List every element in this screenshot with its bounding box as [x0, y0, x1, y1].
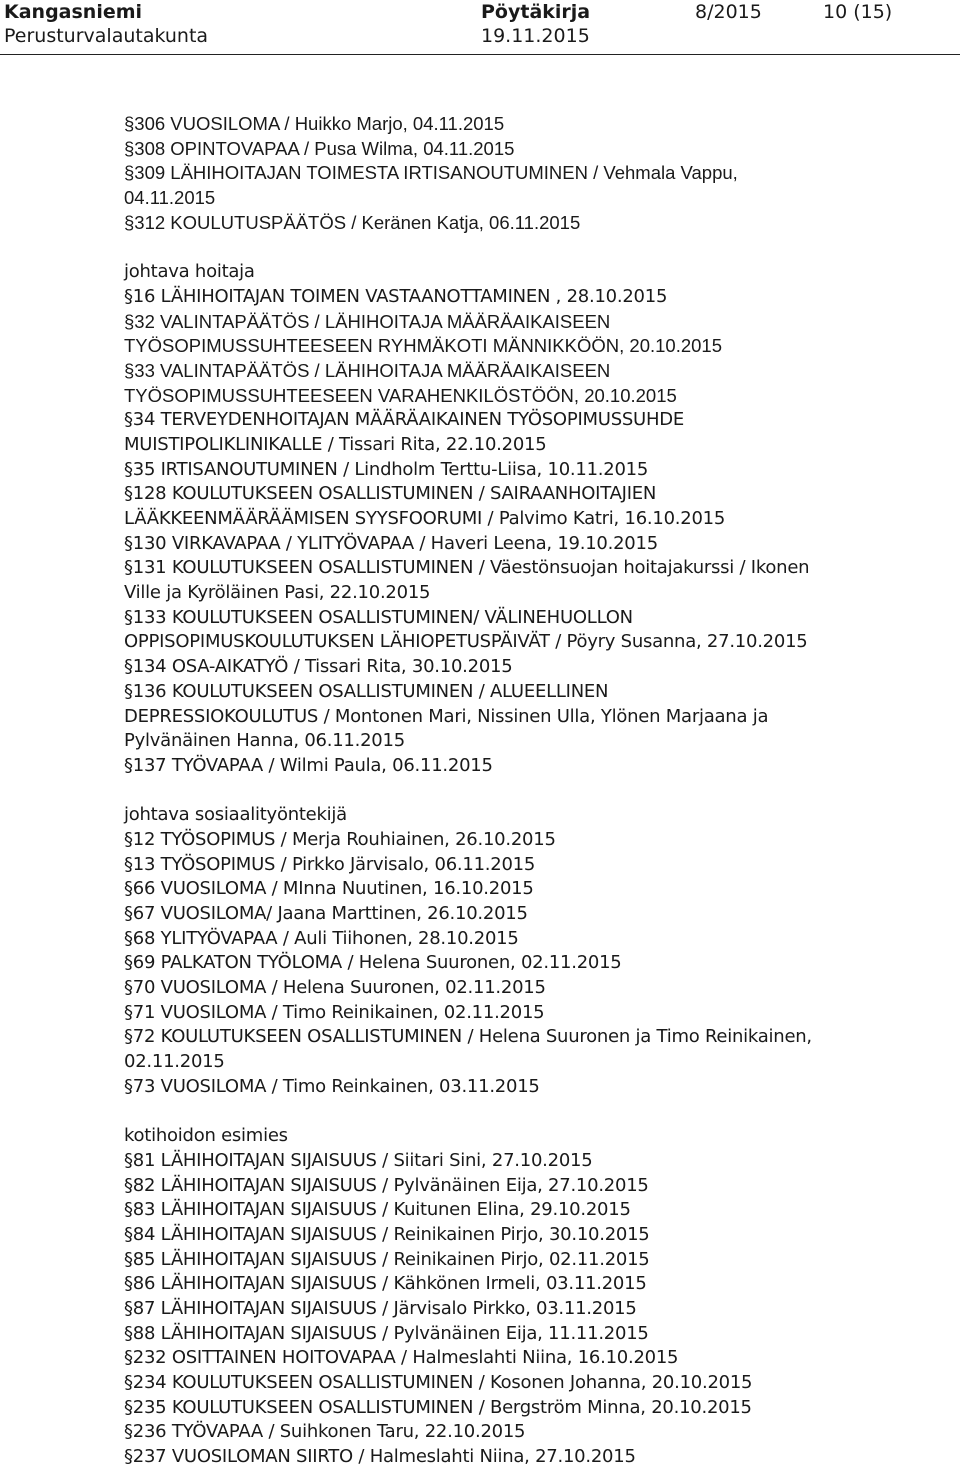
decision-entry: §236 TYÖVAPAA / Suihkonen Taru, 22.10.2015	[124, 1421, 526, 1443]
page-header	[0, 0, 960, 55]
decision-entry: §308 OPINTOVAPAA / Pusa Wilma, 04.11.2015	[124, 137, 515, 159]
section-spacer	[124, 235, 894, 260]
decision-entry: §33 VALINTAPÄÄTÖS / LÄHIHOITAJA MÄÄRÄAIKAISEEN	[124, 359, 611, 381]
decision-entry: §67 VUOSILOMA/ Jaana Marttinen, 26.10.2015	[124, 903, 528, 924]
decision-entry: LÄÄKKEENMÄÄRÄÄMISEN SYYSFOORUMI / Palvimo Katri, 16.10.2015	[124, 508, 726, 529]
decision-entry: §235 KOULUTUKSEEN OSALLISTUMINEN / Bergström Minna, 20.10.2015	[124, 1396, 752, 1418]
decision-entry: §232 OSITTAINEN HOITOVAPAA / Halmeslahti Niina, 16.10.2015	[124, 1347, 679, 1369]
decision-entry: §234 KOULUTUKSEEN OSALLISTUMINEN / Kosonen Johanna, 20.10.2015	[124, 1372, 753, 1394]
section-title: johtava hoitaja	[124, 261, 255, 283]
decision-section	[124, 803, 894, 1099]
decision-entry: §128 KOULUTUKSEEN OSALLISTUMINEN / SAIRAANHOITAJIEN	[124, 483, 657, 505]
decision-entry: §130 VIRKAVAPAA / YLITYÖVAPAA / Haveri Leena, 19.10.2015	[124, 532, 658, 554]
decision-list	[124, 112, 894, 1470]
decision-entry: §85 LÄHIHOITAJAN SIJAISUUS / Reinikainen Pirjo, 02.11.2015	[124, 1248, 650, 1270]
decision-section	[124, 112, 894, 235]
decision-entry: DEPRESSIOKOULUTUS / Montonen Mari, Nissinen Ulla, Ylönen Marjaana ja	[124, 705, 769, 727]
decision-entry: §34 TERVEYDENHOITAJAN MÄÄRÄAIKAINEN TYÖSOPIMUSSUHDE	[124, 409, 684, 431]
decision-entry: §134 OSA-AIKATYÖ / Tissari Rita, 30.10.2015	[124, 656, 513, 678]
document-number: 8/2015	[695, 1, 762, 23]
decision-entry: §71 VUOSILOMA / Timo Reinikainen, 02.11.2015	[124, 1001, 545, 1023]
decision-entry: §137 TYÖVAPAA / Wilmi Paula, 06.11.2015	[124, 754, 493, 776]
section-spacer	[124, 1100, 894, 1125]
decision-section	[124, 1124, 894, 1470]
decision-entry: §306 VUOSILOMA / Huikko Marjo, 04.11.2015	[124, 113, 505, 134]
page-number: 10 (15)	[823, 1, 893, 23]
decision-entry: §70 VUOSILOMA / Helena Suuronen, 02.11.2015	[124, 977, 546, 999]
section-spacer	[124, 779, 894, 804]
decision-entry: §312 KOULUTUSPÄÄTÖS / Keränen Katja, 06.11.2015	[124, 211, 581, 233]
decision-entry: §12 TYÖSOPIMUS / Merja Rouhiainen, 26.10.2015	[124, 828, 556, 850]
decision-entry: §83 LÄHIHOITAJAN SIJAISUUS / Kuitunen Elina, 29.10.2015	[124, 1199, 631, 1221]
meeting-date: 19.11.2015	[481, 25, 590, 47]
decision-entry: §82 LÄHIHOITAJAN SIJAISUUS / Pylvänäinen Eija, 27.10.2015	[124, 1174, 649, 1196]
decision-entry: §133 KOULUTUKSEEN OSALLISTUMINEN/ VÄLINEHUOLLON	[124, 606, 633, 628]
department-name: Perusturvalautakunta	[4, 25, 209, 47]
document-type: Pöytäkirja	[481, 1, 591, 23]
decision-entry: OPPISOPIMUSKOULUTUKSEN LÄHIOPETUSPÄIVÄT / Pöyry Susanna, 27.10.2015	[124, 631, 808, 653]
decision-entry: §69 PALKATON TYÖLOMA / Helena Suuronen, 02.11.2015	[124, 952, 622, 974]
decision-entry: §136 KOULUTUKSEEN OSALLISTUMINEN / ALUEELLINEN	[124, 680, 609, 702]
decision-entry: TYÖSOPIMUSSUHTEESEEN RYHMÄKOTI MÄNNIKKÖÖN, 20.10.2015	[124, 335, 722, 357]
decision-entry: §73 VUOSILOMA / Timo Reinkainen, 03.11.2015	[124, 1075, 540, 1097]
decision-entry: 04.11.2015	[124, 187, 216, 209]
decision-entry: §81 LÄHIHOITAJAN SIJAISUUS / Siitari Sini, 27.10.2015	[124, 1149, 593, 1171]
decision-entry: §13 TYÖSOPIMUS / Pirkko Järvisalo, 06.11.2015	[124, 853, 536, 875]
decision-entry: §86 LÄHIHOITAJAN SIJAISUUS / Kähkönen Irmeli, 03.11.2015	[124, 1273, 647, 1295]
decision-entry: TYÖSOPIMUSSUHTEESEEN VARAHENKILÖSTÖÖN, 20.10.2015	[124, 384, 677, 406]
decision-section	[124, 260, 894, 778]
decision-entry: §87 LÄHIHOITAJAN SIJAISUUS / Järvisalo Pirkko, 03.11.2015	[124, 1298, 637, 1319]
decision-entry: Pylvänäinen Hanna, 06.11.2015	[124, 730, 405, 752]
decision-entry: §84 LÄHIHOITAJAN SIJAISUUS / Reinikainen Pirjo, 30.10.2015	[124, 1223, 650, 1245]
decision-entry: MUISTIPOLIKLINIKALLE / Tissari Rita, 22.10.2015	[124, 433, 547, 455]
decision-entry: §32 VALINTAPÄÄTÖS / LÄHIHOITAJA MÄÄRÄAIKAISEEN	[124, 310, 611, 332]
decision-entry: Ville ja Kyröläinen Pasi, 22.10.2015	[124, 582, 431, 604]
decision-entry: §237 VUOSILOMAN SIIRTO / Halmeslahti Niina, 27.10.2015	[124, 1446, 636, 1468]
organization-name: Kangasniemi	[4, 1, 143, 23]
decision-entry: 02.11.2015	[124, 1051, 225, 1073]
decision-entry: §35 IRTISANOUTUMINEN / Lindholm Terttu-Liisa, 10.11.2015	[124, 458, 649, 480]
decision-entry: §66 VUOSILOMA / MInna Nuutinen, 16.10.2015	[124, 878, 534, 900]
section-title: johtava sosiaalityöntekijä	[124, 804, 347, 826]
decision-entry: §131 KOULUTUKSEEN OSALLISTUMINEN / Väestönsuojan hoitajakurssi / Ikonen	[124, 557, 810, 579]
section-title: kotihoidon esimies	[124, 1125, 288, 1147]
decision-entry: §72 KOULUTUKSEEN OSALLISTUMINEN / Helena Suuronen ja Timo Reinikainen,	[124, 1026, 812, 1048]
decision-entry: §88 LÄHIHOITAJAN SIJAISUUS / Pylvänäinen Eija, 11.11.2015	[124, 1322, 649, 1344]
decision-entry: §309 LÄHIHOITAJAN TOIMESTA IRTISANOUTUMINEN / Vehmala Vappu,	[124, 162, 738, 184]
decision-entry: §68 YLITYÖVAPAA / Auli Tiihonen, 28.10.2015	[124, 927, 519, 949]
decision-entry: §16 LÄHIHOITAJAN TOIMEN VASTAANOTTAMINEN , 28.10.2015	[124, 285, 668, 307]
